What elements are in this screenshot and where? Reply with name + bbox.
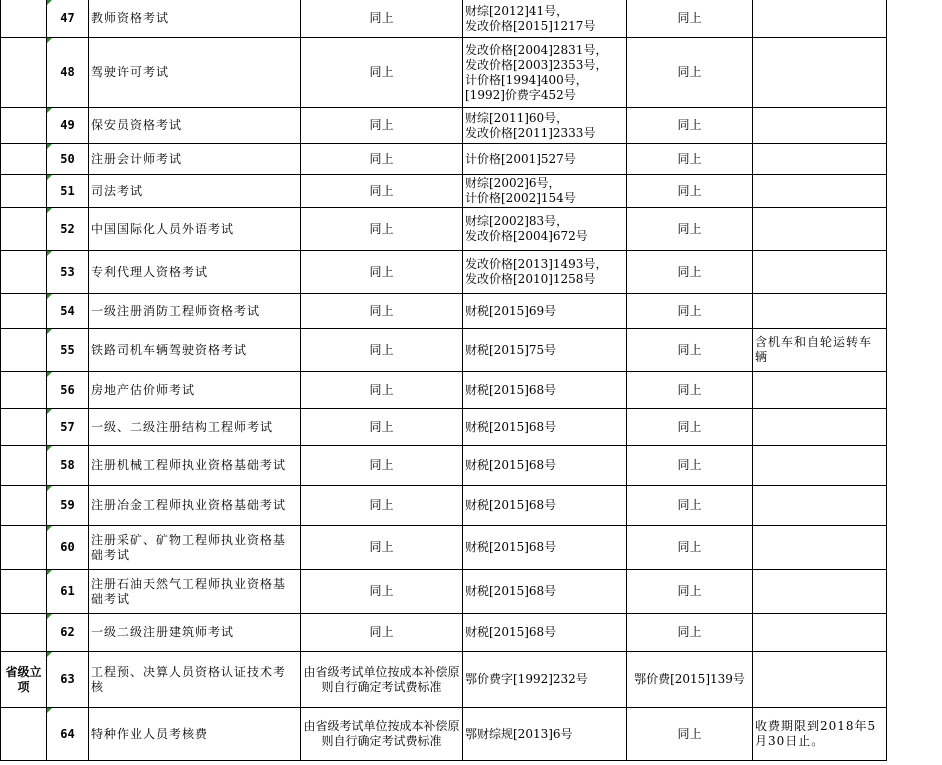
approval-document-cell [463,652,627,708]
exam-name-cell: 注册采矿、矿物工程师执业资格基础考试 [89,526,301,570]
remark-cell [753,0,887,38]
approval-document-cell [463,526,627,570]
document-reference: 财综[2002]83号， [465,214,569,228]
table-row [1,0,887,38]
category-cell [1,38,47,108]
remark-cell [753,409,887,446]
fee-standard-cell: 同上 [301,294,463,329]
exam-name-cell: 注册机械工程师执业资格基础考试 [89,446,301,486]
exam-name-cell: 一级二级注册建筑师考试 [89,614,301,652]
remark-cell [753,144,887,175]
table-row [1,652,887,708]
document-reference: 财税[2015]68号 [465,419,557,434]
remark-cell [753,294,887,329]
table-row [1,108,887,144]
standard-document-cell: 同上 [627,175,753,208]
exam-name-cell: 铁路司机车辆驾驶资格考试 [89,329,301,372]
standard-document-cell: 同上 [627,329,753,372]
document-reference: 财税[2015]68号 [465,382,557,397]
fee-standard-cell: 同上 [301,0,463,38]
standard-document-cell: 同上 [627,144,753,175]
item-number-cell: 59 [47,486,89,526]
standard-document-cell: 同上 [627,409,753,446]
fee-standard-cell: 由省级考试单位按成本补偿原则自行确定考试费标准 [301,652,463,708]
approval-document-cell [463,708,627,761]
document-reference: 财税[2015]68号 [465,584,557,598]
approval-document-cell [463,0,627,38]
exam-name-cell: 专利代理人资格考试 [89,251,301,294]
item-number-cell: 47 [47,0,89,38]
fee-standard-cell: 同上 [301,251,463,294]
document-reference: [1992]价费字452号 [465,87,576,102]
category-cell [1,526,47,570]
document-reference: 财综[2011]60号， [465,110,569,125]
category-cell [1,329,47,372]
standard-document-cell: 同上 [627,38,753,108]
item-number-cell: 53 [47,251,89,294]
fee-standard-cell: 同上 [301,329,463,372]
remark-cell [753,486,887,526]
standard-document-cell: 同上 [627,526,753,570]
standard-document-cell: 同上 [627,486,753,526]
document-reference: 财综[2002]6号， [465,176,561,190]
item-number-cell: 60 [47,526,89,570]
category-cell [1,708,47,761]
table-row [1,526,887,570]
document-reference: 发改价格[2013]1493号， [465,257,608,271]
document-reference: 计价格[2001]527号 [465,151,576,166]
document-reference: 财税[2015]68号 [465,625,557,639]
fee-standard-cell: 同上 [301,38,463,108]
item-number-cell: 52 [47,208,89,251]
table-row [1,486,887,526]
fee-table-body [1,0,887,761]
remark-cell [753,251,887,294]
document-reference: 发改价格[2003]2353号， [465,57,608,72]
item-number-cell: 64 [47,708,89,761]
table-row [1,614,887,652]
category-cell [1,0,47,38]
exam-name-cell: 司法考试 [89,175,301,208]
standard-document-cell: 鄂价费[2015]139号 [627,652,753,708]
table-row [1,446,887,486]
approval-document-cell [463,486,627,526]
table-row [1,372,887,409]
standard-document-cell: 同上 [627,614,753,652]
item-number-cell: 58 [47,446,89,486]
document-reference: 发改价格[2010]1258号 [465,272,596,286]
remark-cell [753,175,887,208]
approval-document-cell [463,144,627,175]
exam-name-cell: 一级注册消防工程师资格考试 [89,294,301,329]
exam-name-cell: 工程预、决算人员资格认证技术考核 [89,652,301,708]
document-reference: 发改价格[2004]2831号， [465,42,608,57]
exam-name-cell: 注册会计师考试 [89,144,301,175]
category-cell [1,208,47,251]
remark-cell [753,652,887,708]
document-reference: 鄂价费字[1992]232号 [465,672,588,686]
remark-cell [753,372,887,409]
table-row [1,294,887,329]
category-cell [1,409,47,446]
table-row [1,144,887,175]
document-reference: 财税[2015]69号 [465,303,557,318]
category-cell [1,251,47,294]
approval-document-cell [463,208,627,251]
remark-cell [753,526,887,570]
item-number-cell: 63 [47,652,89,708]
table-row [1,329,887,372]
fee-standard-cell: 同上 [301,175,463,208]
remark-cell: 收费期限到2018年5月30日止。 [753,708,887,761]
table-row [1,708,887,761]
exam-name-cell: 房地产估价师考试 [89,372,301,409]
category-cell [1,294,47,329]
document-reference: 发改价格[2015]1217号 [465,18,596,33]
item-number-cell: 56 [47,372,89,409]
fee-standard-cell: 同上 [301,372,463,409]
document-reference: 财综[2012]41号， [465,3,569,18]
approval-document-cell [463,446,627,486]
approval-document-cell [463,108,627,144]
fee-standard-cell: 同上 [301,409,463,446]
approval-document-cell [463,175,627,208]
document-reference: 计价格[1994]400号， [465,72,588,87]
item-number-cell: 48 [47,38,89,108]
exam-name-cell: 驾驶许可考试 [89,38,301,108]
approval-document-cell [463,409,627,446]
exam-name-cell: 保安员资格考试 [89,108,301,144]
approval-document-cell [463,38,627,108]
document-reference: 鄂财综规[2013]6号 [465,726,573,741]
fee-standard-cell: 同上 [301,144,463,175]
category-cell [1,175,47,208]
approval-document-cell [463,329,627,372]
exam-name-cell: 注册冶金工程师执业资格基础考试 [89,486,301,526]
approval-document-cell [463,372,627,409]
approval-document-cell [463,251,627,294]
standard-document-cell: 同上 [627,294,753,329]
standard-document-cell: 同上 [627,0,753,38]
table-row [1,208,887,251]
category-cell [1,144,47,175]
document-reference: 财税[2015]68号 [465,458,557,472]
exam-name-cell: 注册石油天然气工程师执业资格基础考试 [89,570,301,614]
document-reference: 发改价格[2004]672号 [465,229,588,243]
exam-name-cell: 特种作业人员考核费 [89,708,301,761]
fee-standard-cell: 同上 [301,446,463,486]
item-number-cell: 54 [47,294,89,329]
document-reference: 财税[2015]68号 [465,540,557,554]
category-cell [1,372,47,409]
item-number-cell: 62 [47,614,89,652]
remark-cell [753,208,887,251]
standard-document-cell: 同上 [627,251,753,294]
fee-standard-cell: 同上 [301,614,463,652]
category-cell [1,446,47,486]
category-cell [1,486,47,526]
approval-document-cell [463,294,627,329]
document-reference: 发改价格[2011]2333号 [465,125,596,140]
exam-name-cell: 中国国际化人员外语考试 [89,208,301,251]
remark-cell [753,570,887,614]
standard-document-cell: 同上 [627,708,753,761]
document-reference: 计价格[2002]154号 [465,191,576,205]
standard-document-cell: 同上 [627,372,753,409]
category-cell [1,614,47,652]
item-number-cell: 57 [47,409,89,446]
category-cell: 省级立项 [1,652,47,708]
remark-cell [753,108,887,144]
table-row [1,570,887,614]
category-cell [1,108,47,144]
fee-standard-cell: 由省级考试单位按成本补偿原则自行确定考试费标准 [301,708,463,761]
approval-document-cell [463,614,627,652]
item-number-cell: 55 [47,329,89,372]
standard-document-cell: 同上 [627,108,753,144]
exam-name-cell: 教师资格考试 [89,0,301,38]
table-row [1,251,887,294]
document-reference: 财税[2015]68号 [465,498,557,512]
fee-standard-cell: 同上 [301,570,463,614]
standard-document-cell: 同上 [627,446,753,486]
item-number-cell: 50 [47,144,89,175]
table-row [1,175,887,208]
standard-document-cell: 同上 [627,570,753,614]
remark-cell: 含机车和自轮运转车辆 [753,329,887,372]
item-number-cell: 61 [47,570,89,614]
document-reference: 财税[2015]75号 [465,342,557,357]
item-number-cell: 51 [47,175,89,208]
table-row [1,409,887,446]
item-number-cell: 49 [47,108,89,144]
remark-cell [753,446,887,486]
exam-name-cell: 一级、二级注册结构工程师考试 [89,409,301,446]
fee-standard-cell: 同上 [301,108,463,144]
fee-standard-cell: 同上 [301,486,463,526]
remark-cell [753,38,887,108]
approval-document-cell [463,570,627,614]
fee-standard-cell: 同上 [301,526,463,570]
standard-document-cell: 同上 [627,208,753,251]
remark-cell [753,614,887,652]
table-row [1,38,887,108]
category-cell [1,570,47,614]
fee-standard-cell: 同上 [301,208,463,251]
